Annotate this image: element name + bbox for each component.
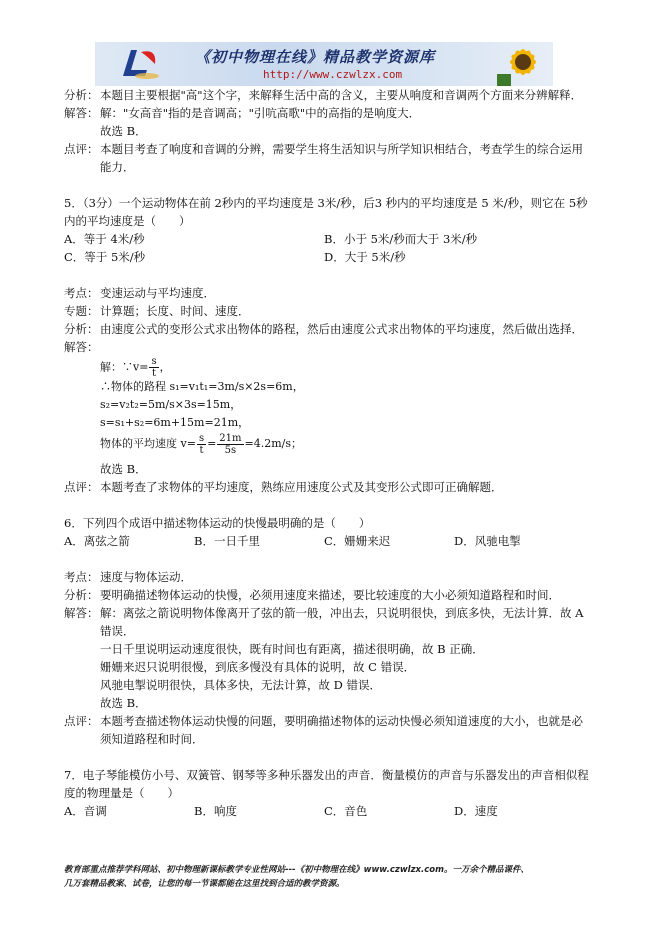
- sunflower-icon: [493, 42, 549, 86]
- solution-line-5: 物体的平均速度 v= $\frac{s}{t}$ = $\frac{21m}{5s}$ =4.2m/s；: [100, 432, 303, 456]
- site-logo-icon: [117, 46, 161, 82]
- answer-label: 解答：: [64, 106, 99, 120]
- q6-option-c: C．姗姗来迟: [324, 534, 391, 548]
- q6-answer-2: 一日千里说明运动速度很快，既有时间也有距离，描述很明确，故 B 正确．: [100, 642, 484, 656]
- q5-option-c: C．等于 5米/秒: [64, 250, 146, 264]
- fraction-s-over-t: $\frac{s}{t}$: [151, 356, 157, 379]
- q6-comment: [64, 712, 594, 748]
- q5-option-d: D．大于 5米/秒: [324, 250, 406, 264]
- q6-answer-4: 风驰电掣说明很快，具体多快，无法计算，故 D 错误．: [100, 678, 382, 692]
- analysis-text: 由速度公式的变形公式求出物体的路程，然后由速度公式求出物体的平均速度，然后做出选择．: [100, 322, 583, 336]
- q6-option-a: A．离弦之箭: [64, 534, 130, 548]
- q4-choice: 故选 B．: [100, 124, 147, 138]
- q5-analysis: [64, 320, 594, 338]
- footer-line-2: 几万套精品教案、试卷，让您的每一节课都能在这里找到合适的教学资源。: [64, 879, 345, 889]
- answer-text-1: 解：离弦之箭说明物体像离开了弦的箭一般，冲出去，只说明很快，到底多快，无法计算．故 A 错误．: [100, 606, 584, 638]
- q5-answer-label-row: [64, 338, 594, 356]
- kaodian-text: 速度与物体运动．: [100, 570, 192, 584]
- q5-solution: [64, 356, 594, 456]
- zhuanti-label: 专题：: [64, 304, 99, 318]
- zhuanti-text: 计算题；长度、时间、速度．: [100, 304, 250, 318]
- q6-options: [64, 532, 594, 550]
- answer-label: 解答：: [64, 606, 99, 620]
- comment-label: 点评：: [64, 480, 99, 494]
- solution-line-3: s₂=v₂t₂=5m/s×3s=15m，: [100, 398, 242, 411]
- page-footer: [64, 863, 604, 891]
- banner-url[interactable]: http://www.czwlzx.com: [263, 68, 403, 81]
- comment-text: 本题考查描述物体运动快慢的问题，要明确描述物体的运动快慢必须知道速度的大小，也就是必须知道路程和时间．: [100, 714, 583, 746]
- solution-line-4: s=s₁+s₂=6m+15m=21m，: [100, 416, 250, 429]
- q7-option-c: C．音色: [324, 804, 368, 818]
- q6-analysis: [64, 586, 594, 604]
- q6-kaodian: [64, 568, 594, 586]
- q5-choice: 故选 B．: [100, 462, 147, 476]
- q7-option-d: D．速度: [454, 804, 498, 818]
- q5-options-row1: [64, 230, 594, 248]
- solution-line-1: 解：∵v= $\frac{s}{t}$ ，: [100, 356, 171, 379]
- q4-comment: [64, 140, 594, 176]
- banner-title: 《初中物理在线》精品教学资源库: [195, 48, 436, 66]
- analysis-label: 分析：: [64, 588, 99, 602]
- fraction-21m-over-5s: $\frac{21m}{5s}$: [219, 432, 242, 456]
- q6-option-d: D．风驰电掣: [454, 534, 521, 548]
- q5-option-b: B．小于 5米/秒而大于 3米/秒: [324, 232, 478, 246]
- q5-option-a: A．等于 4米/秒: [64, 232, 145, 246]
- q5-kaodian: [64, 284, 594, 302]
- q5-zhuanti: [64, 302, 594, 320]
- q7-options: [64, 802, 594, 820]
- comment-label: 点评：: [64, 714, 99, 728]
- q5-stem: 5．（3分）一个运动物体在前 2秒内的平均速度是 3米/秒，后3 秒内的平均速度是 5 米/秒，则它在 5秒内的平均速度是（ ）: [64, 196, 588, 228]
- page-content: [64, 86, 594, 820]
- analysis-label: 分析：: [64, 322, 99, 336]
- q7-option-b: B．响度: [194, 804, 237, 818]
- solution-line-2: ∴物体的路程 s₁=v₁t₁=3m/s×2s=6m，: [100, 380, 304, 393]
- comment-text: 本题目考查了响度和音调的分辨，需要学生将生活知识与所学知识相结合，考查学生的综合运用能力．: [100, 142, 583, 174]
- analysis-text: 要明确描述物体运动的快慢，必须用速度来描述，要比较速度的大小必须知道路程和时间．: [100, 588, 560, 602]
- kaodian-label: 考点：: [64, 286, 99, 300]
- header-banner: [95, 42, 553, 86]
- answer-text: 解："女高音"指的是音调高；"引吭高歌"中的高指的是响度大．: [100, 106, 421, 120]
- analysis-label: 分析：: [64, 88, 99, 102]
- q7-stem: 7．电子琴能模仿小号、双簧管、钢琴等多种乐器发出的声音．衡量模仿的声音与乐器发出的声音相似程度的物理量是（ ）: [64, 768, 589, 800]
- q6-option-b: B．一日千里: [194, 534, 260, 548]
- q6-stem: 6．下列四个成语中描述物体运动的快慢最明确的是（ ）: [64, 516, 371, 530]
- fraction-s-over-t: $\frac{s}{t}$: [198, 432, 205, 456]
- analysis-text: 本题目主要根据"高"这个字，来解释生活中高的含义，主要从响度和音调两个方面来分辨解释．: [100, 88, 583, 102]
- q4-answer: [64, 104, 594, 122]
- q6-answer: [64, 604, 594, 640]
- q6-choice: 故选 B．: [100, 696, 147, 710]
- kaodian-text: 变速运动与平均速度．: [100, 286, 215, 300]
- footer-line-1: 教育部重点推荐学科网站、初中物理新课标教学专业性网站---《初中物理在线》www.czwlzx.com。一万余个精品课件、: [64, 865, 529, 875]
- comment-label: 点评：: [64, 142, 99, 156]
- q5-comment: [64, 478, 594, 496]
- kaodian-label: 考点：: [64, 570, 99, 584]
- q4-analysis: [64, 86, 594, 104]
- answer-label: 解答：: [64, 340, 99, 354]
- q5-options-row2: [64, 248, 594, 266]
- comment-text: 本题考查了求物体的平均速度，熟练应用速度公式及其变形公式即可正确解题．: [100, 480, 503, 494]
- q6-answer-3: 姗姗来迟只说明很慢，到底多慢没有具体的说明，故 C 错误．: [100, 660, 416, 674]
- q7-option-a: A．音调: [64, 804, 107, 818]
